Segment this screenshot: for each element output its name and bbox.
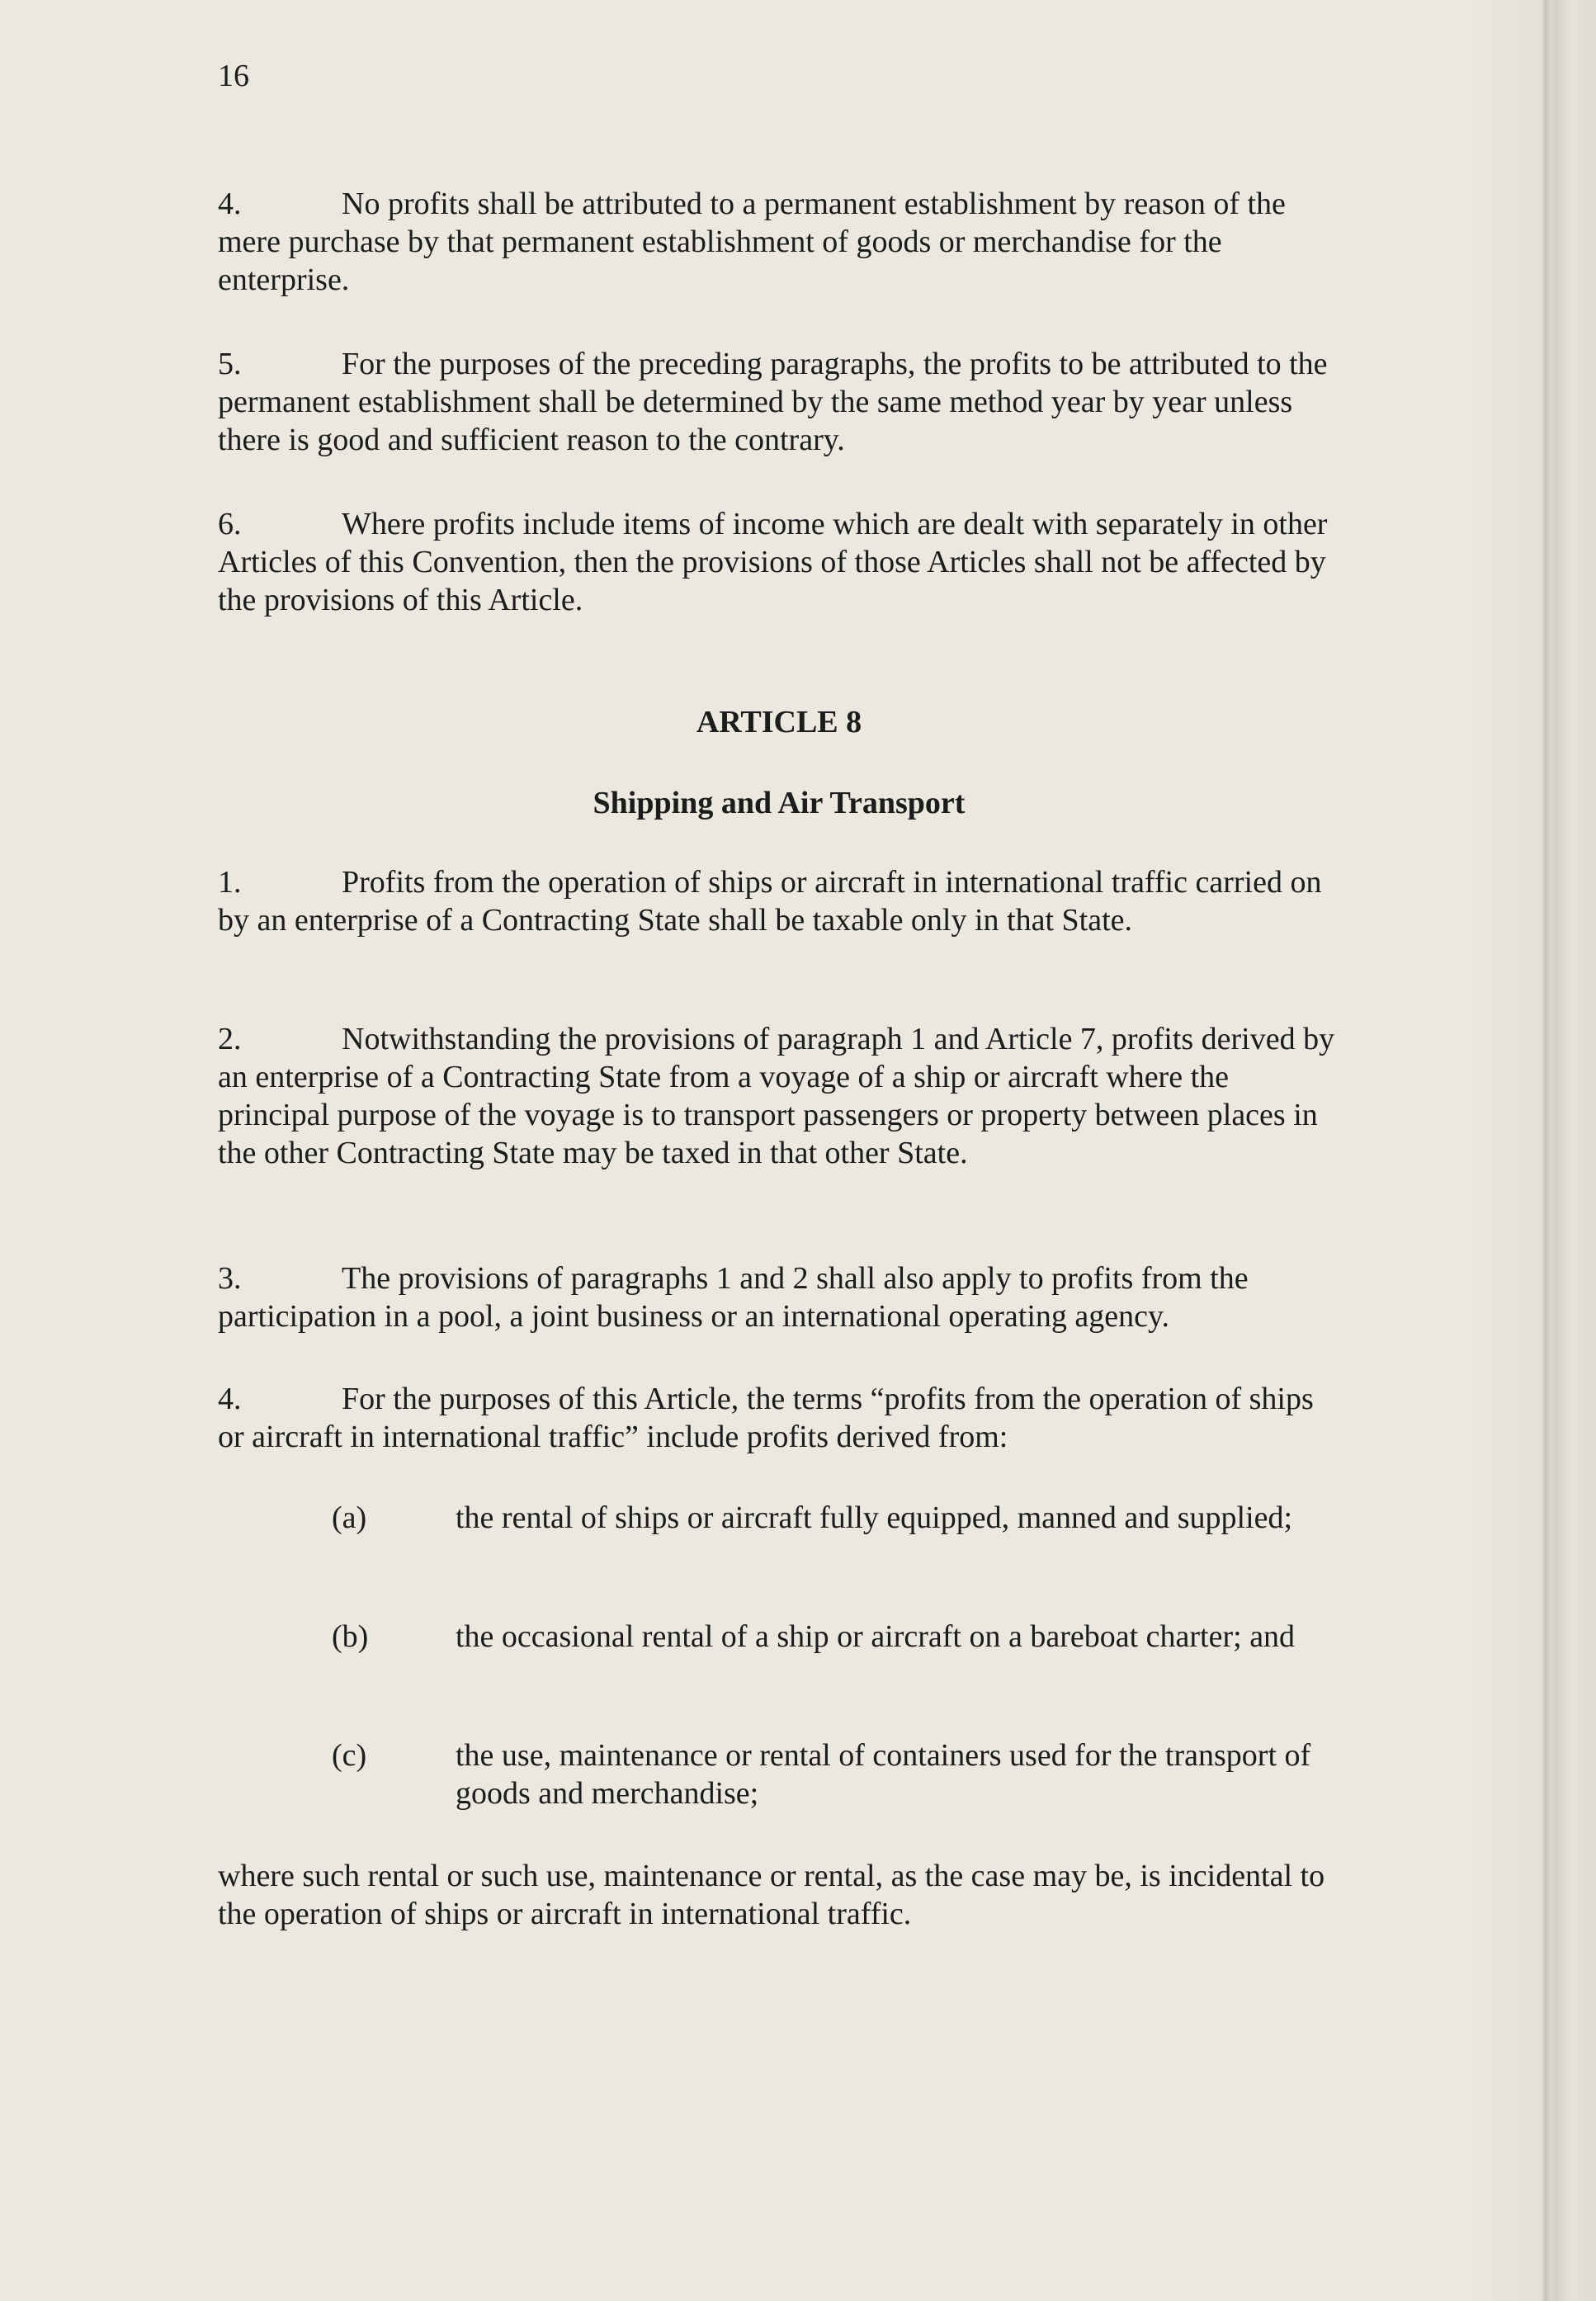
page-edge-shadow — [1542, 0, 1550, 2301]
subparagraph-letter: (c) — [332, 1738, 367, 1773]
subparagraph-c — [332, 1736, 1340, 1812]
paragraph-number: 2. — [218, 1022, 242, 1056]
paragraph-text: Where profits include items of income which are dealt with separately in other Articles of this Convention, then the provisions of those Articles shall not be affected by the provisions of this Article. — [218, 507, 1328, 617]
article8-closing-paragraph: where such rental or such use, maintenance or rental, as the case may be, is incidental to the operation of ships or aircraft in international traffic. — [218, 1859, 1325, 1931]
article8-paragraph-3 — [218, 1259, 1340, 1335]
article7-paragraph-6 — [218, 505, 1340, 619]
page-number: 16 — [218, 59, 249, 93]
article7-paragraph-4 — [218, 185, 1340, 299]
subparagraph-text: the rental of ships or aircraft fully equipped, manned and supplied; — [456, 1500, 1293, 1535]
paragraph-text: For the purposes of the preceding paragraphs, the profits to be attributed to the permanent establishment shall be determined by the same method year by year unless there is good and sufficient reason to the contrary. — [218, 347, 1328, 457]
article8-paragraph-1 — [218, 863, 1340, 939]
paragraph-number: 4. — [218, 187, 242, 221]
subparagraph-b — [332, 1618, 1340, 1656]
paragraph-number: 5. — [218, 347, 242, 381]
subparagraph-text: the use, maintenance or rental of containers used for the transport of goods and merchandise; — [456, 1738, 1311, 1811]
paragraph-text: Profits from the operation of ships or aircraft in international traffic carried on by an enterprise of a Contracting State shall be taxable only in that State. — [218, 865, 1322, 938]
article8-paragraph-4 — [218, 1380, 1340, 1456]
article-subtitle: Shipping and Air Transport — [593, 786, 966, 820]
paragraph-text: For the purposes of this Article, the terms “profits from the operation of ships or aircraft in international traffic” include profits derived from: — [218, 1382, 1314, 1454]
paragraph-text: No profits shall be attributed to a permanent establishment by reason of the mere purchase by that permanent establishment of goods or merchandise for the enterprise. — [218, 187, 1286, 297]
subparagraph-text: the occasional rental of a ship or aircraft on a bareboat charter; and — [456, 1619, 1296, 1654]
paragraph-text: The provisions of paragraphs 1 and 2 shall also apply to profits from the participation in a pool, a joint business or an international operating agency. — [218, 1261, 1249, 1334]
subparagraph-letter: (a) — [332, 1500, 367, 1535]
subparagraph-a — [332, 1499, 1340, 1537]
subparagraph-letter: (b) — [332, 1619, 369, 1654]
paragraph-text: Notwithstanding the provisions of paragraph 1 and Article 7, profits derived by an enterprise of a Contracting State from a voyage of a ship or aircraft where the principal purpose of the voyage is to transport passengers or property between places in the other Contracting State may be taxed in that other State. — [218, 1022, 1335, 1170]
paragraph-number: 6. — [218, 507, 242, 541]
article8-paragraph-2 — [218, 1020, 1340, 1172]
article7-paragraph-5 — [218, 345, 1340, 459]
paragraph-number: 1. — [218, 865, 242, 900]
paragraph-number: 3. — [218, 1261, 242, 1296]
paragraph-number: 4. — [218, 1382, 242, 1416]
article-title: ARTICLE 8 — [696, 705, 862, 739]
